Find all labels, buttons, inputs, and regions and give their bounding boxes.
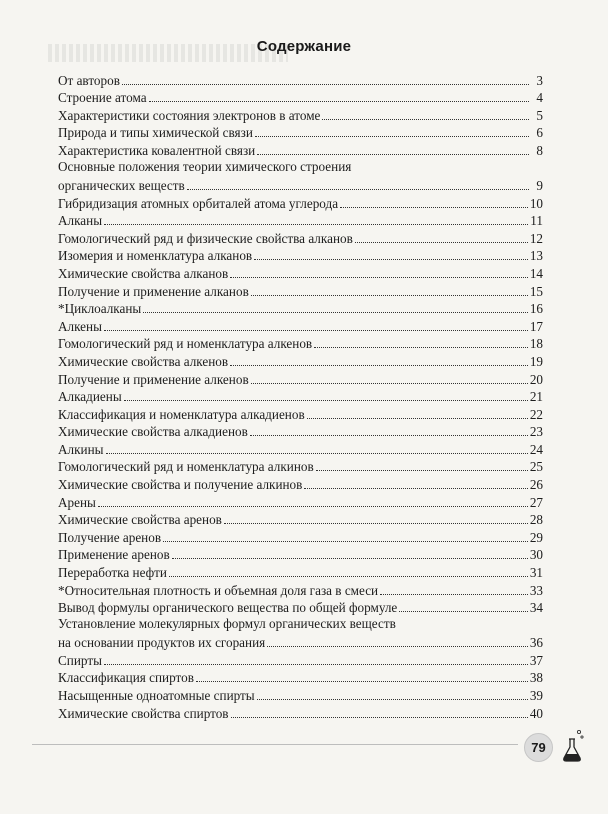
dot-leader — [316, 469, 528, 471]
dot-leader — [314, 346, 528, 348]
toc-entry-page: 15 — [529, 283, 543, 299]
toc-entry-page: 14 — [529, 265, 543, 281]
toc-entry[interactable] — [58, 527, 543, 545]
toc-entry-page: 28 — [529, 512, 543, 528]
toc-entry[interactable] — [58, 703, 543, 721]
toc-entry-page: 39 — [529, 688, 543, 703]
toc-entry[interactable] — [58, 369, 543, 387]
toc-entry-label: Классификация и номенклатура алкадиенов — [58, 406, 305, 422]
toc-entry-label: на основании продуктов их сгорания — [58, 635, 266, 651]
toc-entry-label-line1: Основные положения теории химического строения — [58, 158, 352, 174]
dot-leader — [230, 364, 528, 366]
toc-entry[interactable] — [58, 580, 543, 598]
toc-entry-page: 38 — [529, 670, 543, 686]
toc-entry-page: 27 — [529, 494, 543, 510]
dot-leader — [304, 487, 527, 489]
dot-leader — [172, 557, 528, 559]
toc-entry-label: Спирты — [58, 652, 102, 668]
toc-entry-label: Гомологический ряд и физические свойства алканов — [58, 230, 353, 246]
toc-entry-page: 19 — [529, 353, 543, 369]
toc-entry[interactable] — [58, 387, 543, 405]
toc-entry-label: Химические свойства аренов — [58, 512, 222, 528]
dot-leader — [380, 593, 528, 595]
toc-entry[interactable] — [58, 140, 543, 158]
dot-leader — [340, 206, 528, 208]
toc-entry-page: 23 — [529, 424, 543, 440]
toc-entry[interactable] — [58, 246, 543, 264]
toc-entry[interactable] — [58, 685, 543, 703]
dot-leader — [104, 329, 528, 331]
toc-entry[interactable] — [58, 316, 543, 334]
toc-entry-label: Алкадиены — [58, 389, 122, 405]
toc-entry[interactable] — [58, 474, 543, 492]
dot-leader — [251, 294, 528, 296]
toc-entry[interactable] — [58, 88, 543, 106]
dot-leader — [257, 153, 529, 155]
toc-entry[interactable] — [58, 228, 543, 246]
toc-entry-page: 34 — [529, 600, 543, 616]
toc-entry-label: Арены — [58, 494, 96, 510]
dot-leader — [254, 258, 528, 260]
toc-entry[interactable] — [58, 562, 543, 580]
dot-leader — [255, 135, 529, 137]
toc-entry-label: Природа и типы химической связи — [58, 125, 253, 141]
toc-entry[interactable] — [58, 70, 543, 88]
toc-entry-page: 18 — [529, 336, 543, 352]
toc-entry-label: Алкины — [58, 441, 104, 457]
toc-entry-page: 25 — [529, 459, 543, 475]
toc-entry[interactable] — [58, 299, 543, 317]
dot-leader — [231, 716, 528, 718]
dot-leader — [163, 540, 528, 542]
dot-leader — [104, 223, 528, 225]
dot-leader — [98, 505, 528, 507]
dot-leader — [250, 434, 528, 436]
dot-leader — [196, 680, 528, 682]
toc-entry-label: От авторов — [58, 72, 120, 88]
dot-leader — [267, 645, 528, 647]
toc-entry-page: 31 — [529, 565, 543, 581]
dot-leader — [399, 610, 528, 612]
page-number-badge: 79 — [524, 733, 553, 762]
toc-entry[interactable] — [58, 404, 543, 422]
dot-leader — [143, 311, 528, 313]
toc-entry[interactable] — [58, 334, 543, 352]
toc-entry-label: Химические свойства алкадиенов — [58, 424, 248, 440]
dot-leader — [149, 100, 529, 102]
toc-entry-page: 30 — [529, 547, 543, 563]
dot-leader — [224, 522, 528, 524]
toc-entry-page: 12 — [529, 230, 543, 246]
toc-entry-page: 21 — [529, 389, 543, 405]
toc-entry[interactable] — [58, 492, 543, 510]
toc-entry[interactable] — [58, 351, 543, 369]
toc-entry-label: Химические свойства алканов — [58, 265, 229, 281]
toc-entry-label: Характеристики состояния электронов в атоме — [58, 107, 321, 123]
toc-entry-page: 8 — [536, 142, 543, 158]
toc-entry-label: Химические свойства спиртов — [58, 705, 229, 721]
toc-entry-page: 6 — [536, 125, 543, 141]
toc-entry-label: Гомологический ряд и номенклатура алкинов — [58, 459, 314, 475]
toc-entry-page: 36 — [529, 635, 543, 651]
toc-entry-page: 40 — [529, 705, 543, 721]
page-title: Содержание — [256, 38, 352, 55]
toc-entry-page: 10 — [529, 195, 543, 211]
toc-entry-label: *Циклоалканы — [58, 301, 142, 317]
toc-entry-label: Классификация спиртов — [58, 670, 194, 686]
toc-entry[interactable] — [58, 668, 543, 686]
toc-entry-label-line1: Установление молекулярных формул органических веществ — [58, 616, 396, 632]
toc-entry-page: 11 — [530, 213, 543, 229]
toc-entry[interactable] — [58, 598, 543, 616]
dot-leader — [169, 575, 528, 577]
toc-entry[interactable] — [58, 211, 543, 229]
toc-entry[interactable] — [58, 510, 543, 528]
toc-entry-page: 3 — [536, 72, 543, 88]
toc-entry-label: Получение аренов — [58, 529, 162, 545]
dot-leader — [230, 276, 528, 278]
toc-entry-label: Насыщенные одноатомные спирты — [58, 688, 255, 703]
toc-entry-label: *Относительная плотность и объемная доля газа в смеси — [58, 582, 379, 598]
table-of-contents — [58, 70, 543, 721]
toc-entry-page: 9 — [536, 177, 543, 193]
toc-entry[interactable] — [58, 545, 543, 563]
toc-entry-label: Применение аренов — [58, 547, 170, 563]
toc-entry-page: 20 — [529, 371, 543, 387]
toc-entry[interactable] — [58, 158, 543, 193]
dot-leader — [322, 118, 529, 120]
toc-entry-label: Получение и применение алкенов — [58, 371, 249, 387]
toc-entry-label: Переработка нефти — [58, 565, 167, 581]
toc-entry-label: Химические свойства и получение алкинов — [58, 477, 303, 493]
toc-entry-page: 26 — [529, 477, 543, 493]
toc-entry-page: 24 — [529, 441, 543, 457]
dot-leader — [355, 241, 528, 243]
toc-entry-label: Алканы — [58, 213, 103, 229]
dot-leader — [106, 452, 528, 454]
dot-leader — [251, 382, 528, 384]
toc-entry-page: 29 — [529, 529, 543, 545]
toc-entry[interactable] — [58, 457, 543, 475]
toc-entry-label: Вывод формулы органического вещества по общей формуле — [58, 600, 398, 616]
toc-entry[interactable] — [58, 123, 543, 141]
dot-leader — [307, 417, 528, 419]
toc-entry[interactable] — [58, 105, 543, 123]
toc-entry-page: 33 — [529, 582, 543, 598]
toc-entry-label: органических веществ — [58, 177, 185, 193]
dot-leader — [187, 188, 529, 190]
toc-entry-label: Гомологический ряд и номенклатура алкенов — [58, 336, 313, 352]
toc-entry[interactable] — [58, 439, 543, 457]
toc-entry-page: 13 — [529, 248, 543, 264]
toc-entry[interactable] — [58, 422, 543, 440]
toc-entry-label: Гибридизация атомных орбиталей атома углерода — [58, 195, 339, 211]
toc-entry-label: Получение и применение алканов — [58, 283, 249, 299]
toc-entry-label: Строение атома — [58, 90, 147, 106]
dot-leader — [257, 698, 528, 700]
toc-entry[interactable] — [58, 615, 543, 650]
toc-entry-page: 16 — [529, 301, 543, 317]
toc-entry-page: 5 — [536, 107, 543, 123]
footer-rule — [32, 744, 518, 745]
dot-leader — [122, 83, 529, 85]
toc-entry-page: 37 — [529, 652, 543, 668]
flask-icon — [560, 728, 586, 764]
toc-entry-label: Изомерия и номенклатура алканов — [58, 248, 253, 264]
toc-entry[interactable] — [58, 281, 543, 299]
toc-entry[interactable] — [58, 193, 543, 211]
toc-entry-page: 4 — [536, 90, 543, 106]
dot-leader — [124, 399, 528, 401]
toc-entry-label: Алкены — [58, 318, 102, 334]
toc-entry-label: Химические свойства алкенов — [58, 353, 229, 369]
toc-entry-label: Характеристика ковалентной связи — [58, 142, 256, 158]
dot-leader — [104, 663, 528, 665]
toc-entry[interactable] — [58, 650, 543, 668]
toc-entry[interactable] — [58, 263, 543, 281]
toc-entry-page: 22 — [529, 406, 543, 422]
toc-entry-page: 17 — [529, 318, 543, 334]
